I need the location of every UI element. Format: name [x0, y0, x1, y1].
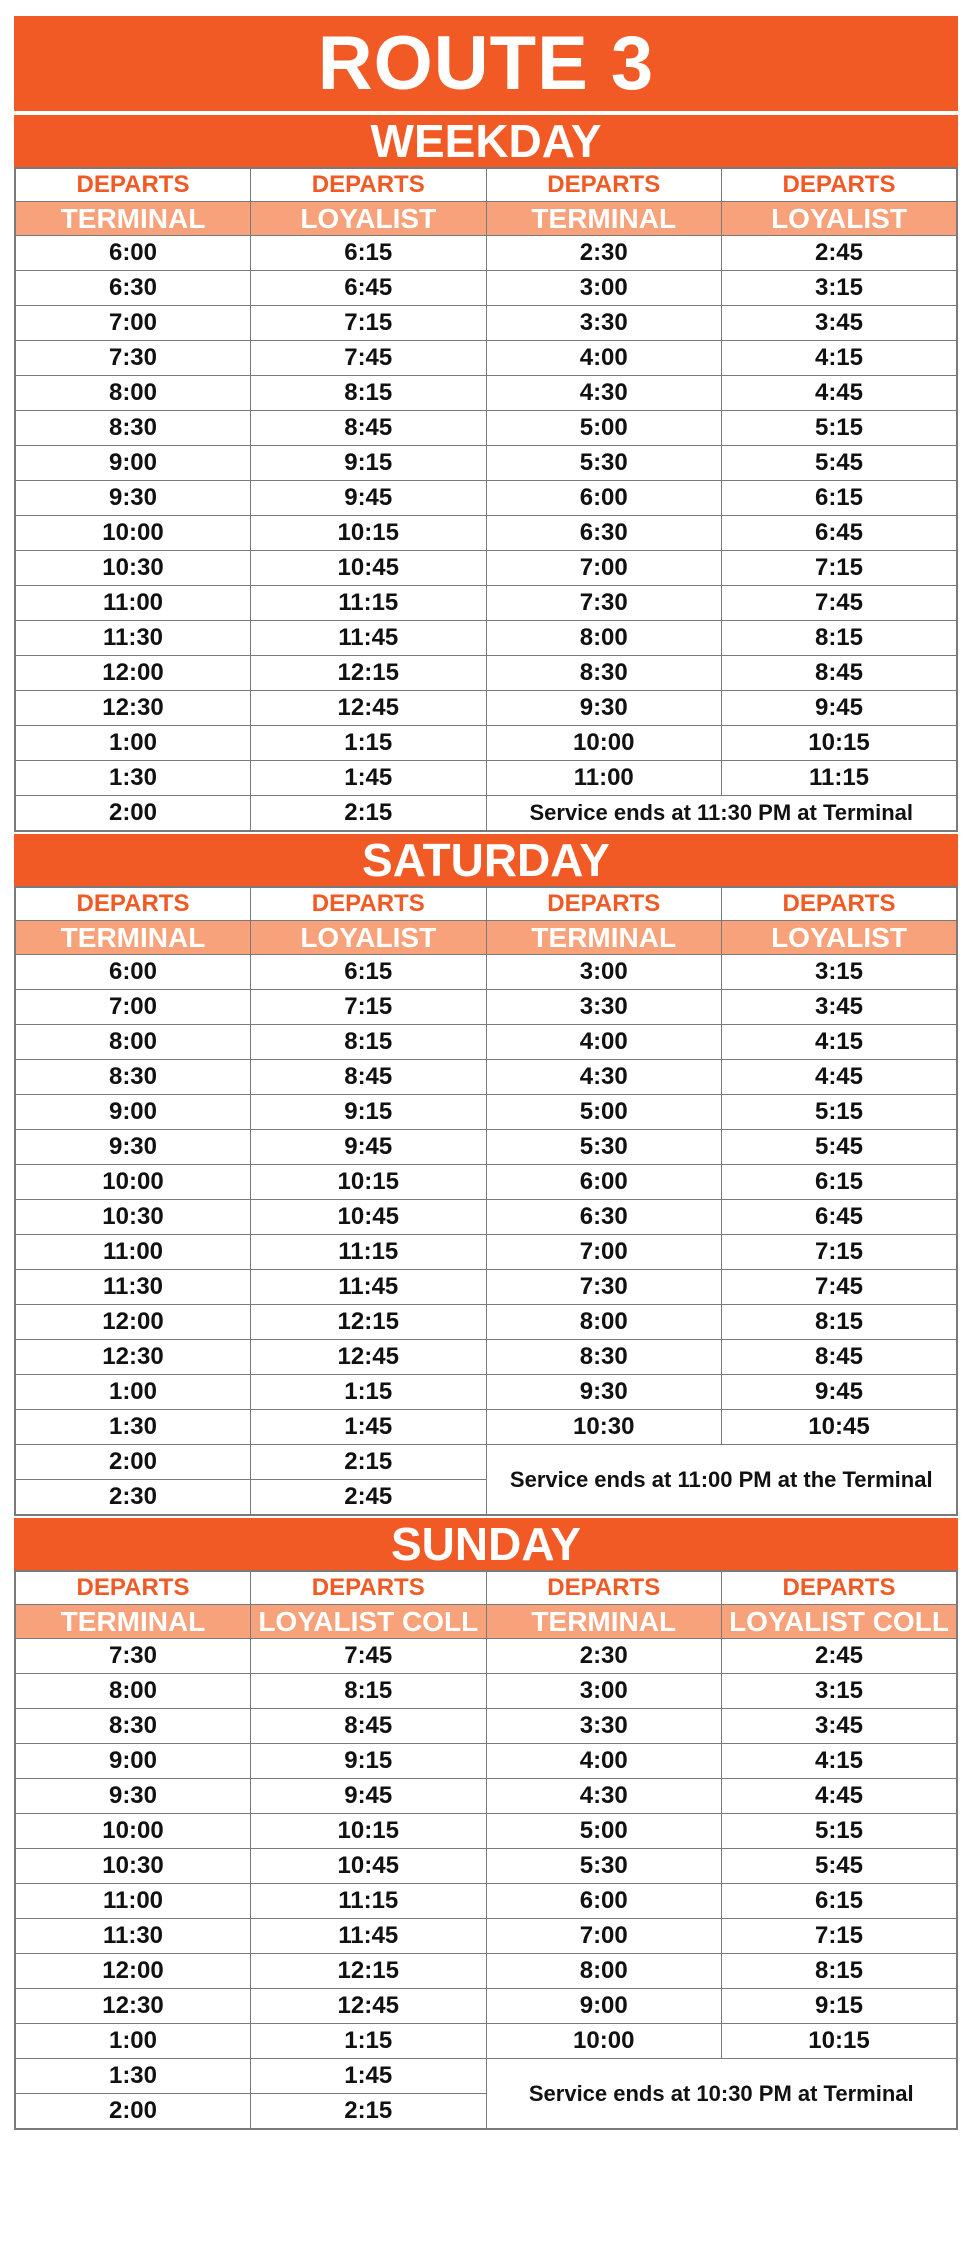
table-row [15, 516, 957, 551]
time-cell: 1:15 [251, 1375, 487, 1410]
table-row [15, 1410, 957, 1445]
time-cell: 12:30 [15, 1340, 251, 1375]
time-cell: 11:45 [251, 1270, 487, 1305]
header-row [15, 887, 957, 921]
time-cell: 1:45 [251, 2059, 487, 2094]
time-cell: 9:15 [722, 1989, 958, 2024]
table-row [15, 1989, 957, 2024]
time-cell: 12:45 [251, 691, 487, 726]
time-cell: 8:45 [251, 1060, 487, 1095]
time-cell: 2:00 [15, 796, 251, 832]
time-cell: 11:00 [15, 1884, 251, 1919]
time-cell: 6:30 [486, 1200, 722, 1235]
column-header-stop: TERMINAL [486, 921, 722, 955]
time-cell: 9:30 [15, 1130, 251, 1165]
time-cell: 10:45 [251, 551, 487, 586]
column-header-stop: LOYALIST COLL [722, 1605, 958, 1639]
table-row [15, 656, 957, 691]
time-cell: 4:30 [486, 376, 722, 411]
time-cell: 4:30 [486, 1060, 722, 1095]
time-cell: 5:15 [722, 411, 958, 446]
time-cell: 11:45 [251, 621, 487, 656]
time-cell: 8:15 [722, 1954, 958, 1989]
time-cell: 10:30 [15, 1200, 251, 1235]
time-cell: 9:00 [15, 446, 251, 481]
table-row [15, 726, 957, 761]
time-cell: 1:00 [15, 2024, 251, 2059]
time-cell: 6:15 [251, 236, 487, 271]
time-cell: 10:15 [251, 516, 487, 551]
table-row [15, 1639, 957, 1674]
time-cell: 10:00 [15, 1814, 251, 1849]
time-cell: 3:45 [722, 990, 958, 1025]
time-cell: 2:45 [722, 236, 958, 271]
header-row [15, 1571, 957, 1605]
time-cell: 7:45 [722, 1270, 958, 1305]
column-header-departs: DEPARTS [15, 887, 251, 921]
time-cell: 2:15 [251, 1445, 487, 1480]
column-header-stop: TERMINAL [486, 202, 722, 236]
table-row [15, 955, 957, 990]
time-cell: 2:15 [251, 2094, 487, 2130]
time-cell: 4:15 [722, 341, 958, 376]
time-cell: 6:15 [722, 1884, 958, 1919]
time-cell: 7:00 [486, 1919, 722, 1954]
time-cell: 10:45 [251, 1200, 487, 1235]
time-cell: 5:45 [722, 1130, 958, 1165]
time-cell: 12:30 [15, 691, 251, 726]
section-title: SUNDAY [14, 1516, 958, 1570]
route-title: ROUTE 3 [14, 16, 958, 113]
section-title: SATURDAY [14, 832, 958, 886]
time-cell: 10:00 [486, 2024, 722, 2059]
table-row [15, 1340, 957, 1375]
column-header-departs: DEPARTS [722, 887, 958, 921]
table-row [15, 341, 957, 376]
table-row [15, 1674, 957, 1709]
table-row [15, 1200, 957, 1235]
time-cell: 5:00 [486, 1814, 722, 1849]
time-cell: 8:15 [722, 621, 958, 656]
table-row [15, 1305, 957, 1340]
time-cell: 7:00 [15, 306, 251, 341]
time-cell: 7:30 [486, 1270, 722, 1305]
time-cell: 3:30 [486, 990, 722, 1025]
time-cell: 10:15 [722, 726, 958, 761]
time-cell: 8:45 [722, 1340, 958, 1375]
time-cell: 4:00 [486, 1025, 722, 1060]
time-cell: 6:00 [486, 481, 722, 516]
time-cell: 12:15 [251, 1954, 487, 1989]
time-cell: 2:30 [15, 1480, 251, 1516]
time-cell: 8:00 [486, 621, 722, 656]
time-cell: 3:15 [722, 1674, 958, 1709]
column-header-departs: DEPARTS [722, 168, 958, 202]
time-cell: 1:30 [15, 1410, 251, 1445]
time-cell: 3:30 [486, 306, 722, 341]
time-cell: 1:15 [251, 726, 487, 761]
time-cell: 5:30 [486, 1849, 722, 1884]
time-cell: 11:30 [15, 621, 251, 656]
time-cell: 11:00 [15, 1235, 251, 1270]
time-cell: 5:30 [486, 1130, 722, 1165]
time-cell: 6:30 [486, 516, 722, 551]
time-cell: 9:30 [15, 481, 251, 516]
time-cell: 7:45 [251, 1639, 487, 1674]
time-cell: 7:15 [251, 306, 487, 341]
time-cell: 12:30 [15, 1989, 251, 2024]
time-cell: 3:00 [486, 1674, 722, 1709]
time-cell: 8:45 [251, 411, 487, 446]
table-row [15, 1744, 957, 1779]
table-row [15, 446, 957, 481]
table-row [15, 1814, 957, 1849]
time-cell: 9:15 [251, 1744, 487, 1779]
time-cell: 2:30 [486, 1639, 722, 1674]
column-header-stop: LOYALIST [722, 202, 958, 236]
table-row [15, 1235, 957, 1270]
table-row [15, 796, 957, 832]
schedule-sections [14, 113, 958, 2130]
time-cell: 8:30 [15, 1060, 251, 1095]
time-cell: 10:00 [15, 516, 251, 551]
time-cell: 9:30 [486, 1375, 722, 1410]
time-cell: 9:45 [251, 481, 487, 516]
table-row [15, 481, 957, 516]
time-cell: 9:45 [722, 691, 958, 726]
time-cell: 7:30 [15, 1639, 251, 1674]
time-cell: 8:30 [15, 1709, 251, 1744]
time-cell: 11:15 [722, 761, 958, 796]
table-row [15, 2024, 957, 2059]
column-header-departs: DEPARTS [251, 887, 487, 921]
time-cell: 10:15 [251, 1814, 487, 1849]
time-cell: 12:15 [251, 656, 487, 691]
section-title: WEEKDAY [14, 113, 958, 167]
table-row [15, 1130, 957, 1165]
table-row [15, 236, 957, 271]
time-cell: 6:45 [722, 1200, 958, 1235]
column-header-departs: DEPARTS [486, 168, 722, 202]
table-row [15, 586, 957, 621]
time-cell: 1:00 [15, 1375, 251, 1410]
time-cell: 6:00 [15, 955, 251, 990]
time-cell: 1:15 [251, 2024, 487, 2059]
time-cell: 9:30 [486, 691, 722, 726]
column-header-departs: DEPARTS [722, 1571, 958, 1605]
header-row [15, 168, 957, 202]
time-cell: 11:30 [15, 1919, 251, 1954]
header-row [15, 921, 957, 955]
time-cell: 2:00 [15, 2094, 251, 2130]
header-row [15, 202, 957, 236]
time-cell: 8:00 [486, 1305, 722, 1340]
time-cell: 1:30 [15, 2059, 251, 2094]
time-cell: 8:15 [251, 1674, 487, 1709]
time-cell: 7:15 [251, 990, 487, 1025]
time-cell: 12:45 [251, 1989, 487, 2024]
time-cell: 11:00 [486, 761, 722, 796]
time-cell: 4:45 [722, 1779, 958, 1814]
column-header-stop: TERMINAL [15, 1605, 251, 1639]
time-cell: 1:45 [251, 1410, 487, 1445]
time-cell: 9:45 [722, 1375, 958, 1410]
time-cell: 6:15 [722, 1165, 958, 1200]
time-cell: 6:00 [486, 1165, 722, 1200]
time-cell: 3:15 [722, 955, 958, 990]
time-cell: 6:15 [251, 955, 487, 990]
service-end-note: Service ends at 10:30 PM at Terminal [486, 2059, 957, 2130]
column-header-departs: DEPARTS [486, 1571, 722, 1605]
time-cell: 6:30 [15, 271, 251, 306]
time-cell: 8:15 [722, 1305, 958, 1340]
time-cell: 9:45 [251, 1130, 487, 1165]
service-end-note: Service ends at 11:00 PM at the Terminal [486, 1445, 957, 1516]
time-cell: 2:45 [251, 1480, 487, 1516]
table-row [15, 1779, 957, 1814]
table-row [15, 551, 957, 586]
column-header-stop: TERMINAL [15, 921, 251, 955]
table-row [15, 990, 957, 1025]
time-cell: 7:00 [486, 551, 722, 586]
time-cell: 3:15 [722, 271, 958, 306]
column-header-stop: TERMINAL [486, 1605, 722, 1639]
table-row [15, 1025, 957, 1060]
time-cell: 7:15 [722, 551, 958, 586]
time-cell: 11:45 [251, 1919, 487, 1954]
time-cell: 9:00 [15, 1744, 251, 1779]
table-row [15, 1849, 957, 1884]
time-cell: 8:15 [251, 376, 487, 411]
time-cell: 1:00 [15, 726, 251, 761]
time-cell: 5:15 [722, 1814, 958, 1849]
time-cell: 9:15 [251, 446, 487, 481]
time-cell: 9:00 [15, 1095, 251, 1130]
column-header-departs: DEPARTS [251, 168, 487, 202]
route-schedule [14, 16, 958, 2130]
header-row [15, 1605, 957, 1639]
time-cell: 6:45 [722, 516, 958, 551]
time-cell: 2:15 [251, 796, 487, 832]
time-cell: 5:15 [722, 1095, 958, 1130]
time-cell: 7:30 [15, 341, 251, 376]
table-row [15, 376, 957, 411]
time-cell: 3:45 [722, 1709, 958, 1744]
time-cell: 4:00 [486, 1744, 722, 1779]
time-cell: 7:15 [722, 1919, 958, 1954]
column-header-departs: DEPARTS [15, 168, 251, 202]
time-cell: 7:00 [15, 990, 251, 1025]
time-cell: 1:45 [251, 761, 487, 796]
schedule-table [14, 1570, 958, 2130]
time-cell: 4:15 [722, 1025, 958, 1060]
table-row [15, 1095, 957, 1130]
time-cell: 8:45 [722, 656, 958, 691]
column-header-stop: TERMINAL [15, 202, 251, 236]
schedule-table [14, 886, 958, 1516]
time-cell: 7:00 [486, 1235, 722, 1270]
time-cell: 10:45 [251, 1849, 487, 1884]
column-header-stop: LOYALIST COLL [251, 1605, 487, 1639]
time-cell: 12:00 [15, 1305, 251, 1340]
time-cell: 10:30 [486, 1410, 722, 1445]
table-row [15, 1919, 957, 1954]
time-cell: 8:30 [486, 1340, 722, 1375]
time-cell: 9:45 [251, 1779, 487, 1814]
time-cell: 7:15 [722, 1235, 958, 1270]
time-cell: 4:15 [722, 1744, 958, 1779]
time-cell: 6:45 [251, 271, 487, 306]
time-cell: 4:30 [486, 1779, 722, 1814]
time-cell: 4:00 [486, 341, 722, 376]
time-cell: 10:00 [486, 726, 722, 761]
time-cell: 5:30 [486, 446, 722, 481]
table-row [15, 411, 957, 446]
table-row [15, 1375, 957, 1410]
time-cell: 7:45 [722, 586, 958, 621]
time-cell: 8:30 [15, 411, 251, 446]
time-cell: 9:00 [486, 1989, 722, 2024]
time-cell: 10:30 [15, 1849, 251, 1884]
time-cell: 12:15 [251, 1305, 487, 1340]
time-cell: 12:45 [251, 1340, 487, 1375]
table-row [15, 1165, 957, 1200]
time-cell: 2:45 [722, 1639, 958, 1674]
time-cell: 7:30 [486, 586, 722, 621]
time-cell: 5:45 [722, 1849, 958, 1884]
table-row [15, 271, 957, 306]
time-cell: 3:30 [486, 1709, 722, 1744]
time-cell: 11:00 [15, 586, 251, 621]
time-cell: 1:30 [15, 761, 251, 796]
time-cell: 5:00 [486, 1095, 722, 1130]
time-cell: 4:45 [722, 376, 958, 411]
time-cell: 10:45 [722, 1410, 958, 1445]
time-cell: 8:00 [15, 1674, 251, 1709]
time-cell: 10:15 [722, 2024, 958, 2059]
column-header-stop: LOYALIST [722, 921, 958, 955]
schedule-table [14, 167, 958, 832]
time-cell: 2:00 [15, 1445, 251, 1480]
time-cell: 11:15 [251, 586, 487, 621]
time-cell: 12:00 [15, 1954, 251, 1989]
column-header-departs: DEPARTS [486, 887, 722, 921]
column-header-stop: LOYALIST [251, 921, 487, 955]
time-cell: 10:00 [15, 1165, 251, 1200]
table-row [15, 2059, 957, 2094]
time-cell: 12:00 [15, 656, 251, 691]
time-cell: 9:15 [251, 1095, 487, 1130]
time-cell: 6:15 [722, 481, 958, 516]
time-cell: 8:30 [486, 656, 722, 691]
table-row [15, 306, 957, 341]
time-cell: 3:00 [486, 271, 722, 306]
time-cell: 10:30 [15, 551, 251, 586]
time-cell: 5:45 [722, 446, 958, 481]
column-header-departs: DEPARTS [251, 1571, 487, 1605]
time-cell: 8:00 [486, 1954, 722, 1989]
time-cell: 6:00 [486, 1884, 722, 1919]
time-cell: 11:15 [251, 1235, 487, 1270]
time-cell: 11:15 [251, 1884, 487, 1919]
table-row [15, 761, 957, 796]
time-cell: 2:30 [486, 236, 722, 271]
time-cell: 10:15 [251, 1165, 487, 1200]
time-cell: 4:45 [722, 1060, 958, 1095]
table-row [15, 1445, 957, 1480]
service-end-note: Service ends at 11:30 PM at Terminal [486, 796, 957, 832]
time-cell: 3:00 [486, 955, 722, 990]
time-cell: 8:00 [15, 376, 251, 411]
time-cell: 8:15 [251, 1025, 487, 1060]
table-row [15, 691, 957, 726]
time-cell: 9:30 [15, 1779, 251, 1814]
table-row [15, 1884, 957, 1919]
table-row [15, 1709, 957, 1744]
time-cell: 5:00 [486, 411, 722, 446]
column-header-stop: LOYALIST [251, 202, 487, 236]
column-header-departs: DEPARTS [15, 1571, 251, 1605]
time-cell: 11:30 [15, 1270, 251, 1305]
time-cell: 3:45 [722, 306, 958, 341]
table-row [15, 1060, 957, 1095]
time-cell: 8:45 [251, 1709, 487, 1744]
table-row [15, 1954, 957, 1989]
time-cell: 8:00 [15, 1025, 251, 1060]
table-row [15, 1270, 957, 1305]
time-cell: 7:45 [251, 341, 487, 376]
table-row [15, 621, 957, 656]
time-cell: 6:00 [15, 236, 251, 271]
